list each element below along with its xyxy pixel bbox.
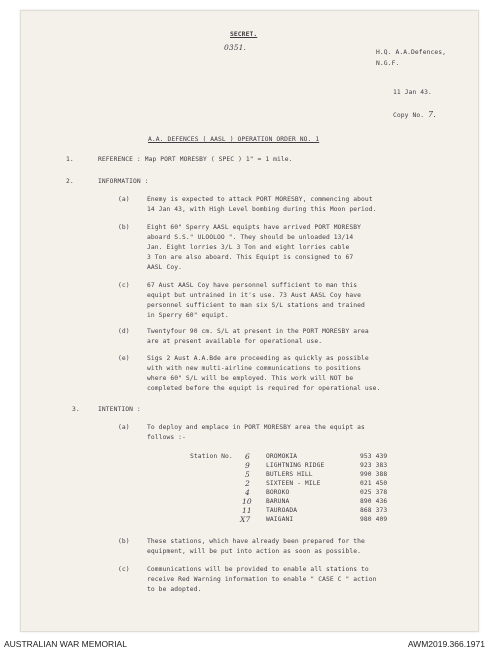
para-2b-label: (b) xyxy=(118,224,130,231)
station-map-ref: 021 450 xyxy=(360,480,388,487)
serial-number-handwritten: 0351. xyxy=(224,43,246,52)
para-3-number: 3. xyxy=(72,406,80,413)
station-map-ref: 868 373 xyxy=(360,507,388,514)
para-2e-label: (e) xyxy=(118,355,130,362)
para-2b-line: 3 Ton are also aboard. This Equipt is consigned to 67 xyxy=(147,254,354,261)
para-2a-label: (a) xyxy=(118,196,130,203)
document-title: A.A. DEFENCES ( AASL ) OPERATION ORDER NO. 1 xyxy=(148,136,320,143)
para-3a-label: (a) xyxy=(118,424,130,431)
para-1-reference: REFERENCE : Map PORT MORESBY ( SPEC ) 1" = 1 mile. xyxy=(98,156,293,163)
station-label: Station No. xyxy=(190,453,233,460)
station-map-ref: 025 378 xyxy=(360,489,388,496)
para-2b-line: Jan. Eight lorries 3/L 3 Ton and eight lorries cable xyxy=(147,244,350,251)
station-name: LIGHTNING RIDGE xyxy=(266,462,325,469)
para-2c-line: personnel sufficient to man six S/L stations and trained xyxy=(147,302,365,309)
station-map-ref: 953 439 xyxy=(360,453,388,460)
para-3-heading: INTENTION : xyxy=(98,406,141,413)
station-number: 6 xyxy=(245,452,250,461)
para-2e-line: with with new multi-airline communications to positions xyxy=(147,365,362,372)
para-3a-line: follows :- xyxy=(147,434,186,441)
para-2c-line: equipt but untrained in it's use. 73 Aust AASL Coy have xyxy=(147,292,362,299)
para-2d-line: are at present available for operational use. xyxy=(147,338,323,345)
para-2a-line: Enemy is expected to attack PORT MORESBY, commencing about xyxy=(147,196,373,203)
station-name: WAIGANI xyxy=(266,516,294,523)
para-2e-line: completed before the equipt is required for operational use. xyxy=(147,385,381,392)
copy-number-value: 7. xyxy=(428,110,436,119)
para-3c-line: to be adopted. xyxy=(147,586,202,593)
station-map-ref: 980 409 xyxy=(360,516,388,523)
para-2c-line: 67 Aust AASL Coy have personnel sufficient to man this xyxy=(147,282,358,289)
para-2d-line: Twentyfour 90 cm. S/L at present in the PORT MORESBY area xyxy=(147,328,369,335)
para-3c-line: receive Red Warning information to enable " CASE C " action xyxy=(147,576,377,583)
footer-catalogue-id: AWM2019.366.1971 xyxy=(407,639,485,649)
para-2d-label: (d) xyxy=(118,328,130,335)
copy-number-label: Copy No. xyxy=(393,112,425,119)
para-3c-line: Communications will be provided to enable all stations to xyxy=(147,566,369,573)
station-number: 10 xyxy=(242,497,252,506)
classification-heading: SECRET. xyxy=(230,31,258,38)
station-map-ref: 890 436 xyxy=(360,498,388,505)
para-2a-line: 14 Jan 43, with High Level bombing during this Moon period. xyxy=(147,206,377,213)
para-2-number: 2. xyxy=(66,178,74,185)
station-name: OROMOKIA xyxy=(266,453,298,460)
para-3b-line: equipment, will be put into action as soon as possible. xyxy=(147,548,362,555)
station-name: TAUROADA xyxy=(266,507,298,514)
para-3c-label: (c) xyxy=(118,566,130,573)
para-2b-line: Eight 60" Sperry AASL equipts have arrived PORT MORESBY xyxy=(147,224,362,231)
station-name: SIXTEEN - MILE xyxy=(266,480,321,487)
para-2e-line: Sigs 2 Aust A.A.Bde are proceeding as quickly as possible xyxy=(147,355,369,362)
footer-source: AUSTRALIAN WAR MEMORIAL xyxy=(4,639,127,649)
para-2c-line: in Sperry 60" equipt. xyxy=(147,312,229,319)
station-number: 4 xyxy=(245,488,250,497)
hq-line-1: H.Q. A.A.Defences, xyxy=(376,49,447,56)
station-number: X7 xyxy=(240,515,251,524)
para-2-heading: INFORMATION : xyxy=(98,178,149,185)
station-number: 9 xyxy=(245,461,250,470)
para-2b-line: AASL Coy. xyxy=(147,264,183,271)
hq-line-2: N.G.F. xyxy=(376,60,400,67)
station-name: BOROKO xyxy=(266,489,290,496)
para-1-number: 1. xyxy=(66,156,74,163)
para-3b-label: (b) xyxy=(118,538,130,545)
station-map-ref: 990 388 xyxy=(360,471,388,478)
copy-number xyxy=(393,111,436,120)
station-name: BARUNA xyxy=(266,498,290,505)
para-2e-line: where 60" S/L will be employed. This work will NOT be xyxy=(147,375,354,382)
station-name: BUTLERS HILL xyxy=(266,471,313,478)
station-number: 5 xyxy=(245,470,250,479)
para-3b-line: These stations, which have already been prepared for the xyxy=(147,538,365,545)
station-number: 2 xyxy=(245,479,250,488)
para-3a-line: To deploy and emplace in PORT MORESBY area the equipt as xyxy=(147,424,365,431)
para-2c-label: (c) xyxy=(118,282,130,289)
station-row xyxy=(0,516,491,525)
station-map-ref: 923 383 xyxy=(360,462,388,469)
station-number: 11 xyxy=(242,506,252,515)
document-date: 11 Jan 43. xyxy=(393,89,432,96)
para-2b-line: aboard S.S." ULOOLOO ". They should be unloaded 13/14 xyxy=(147,234,354,241)
